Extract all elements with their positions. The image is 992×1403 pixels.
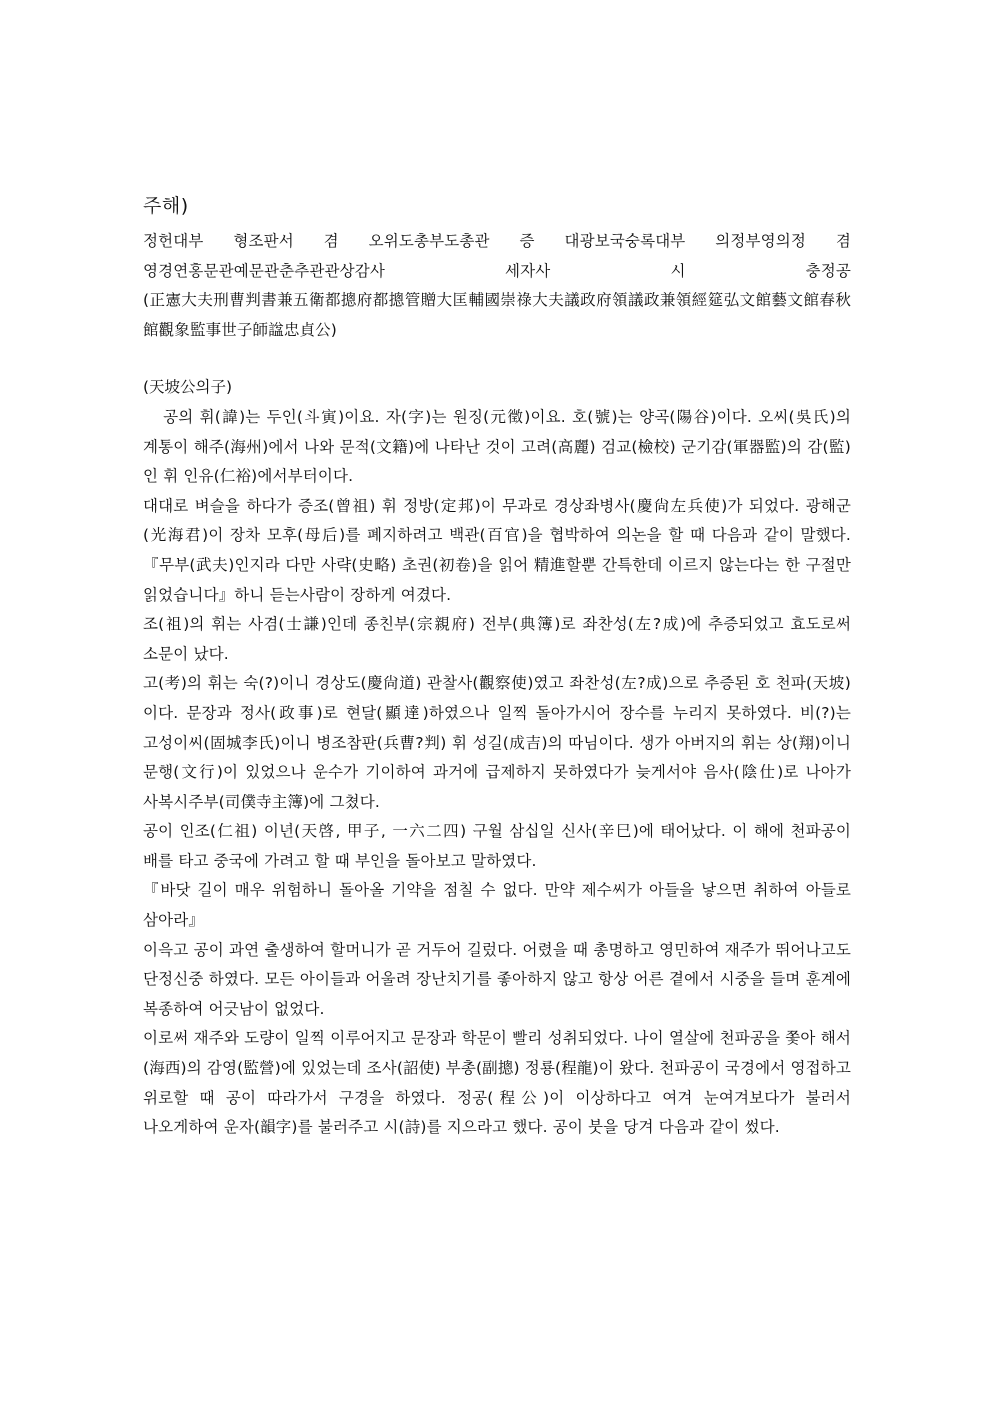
section-heading: 주해): [143, 195, 189, 217]
paragraph-childhood: 이윽고 공이 과연 출생하여 할머니가 곧 거두어 길렀다. 어렸을 때 총명하고 영민하여 재주가 뛰어나고도 단정신중 하였다. 모든 아이들과 어울려 장난치기를 좋아하지 않고 항상 어른 곁에서 시중을 들며 훈계에 복종하여 어긋남이 없었다.: [143, 940, 851, 1018]
document-body: [143, 190, 851, 1143]
paragraph-talent: 이로써 재주와 도량이 일찍 이루어지고 문장과 학문이 빨리 성취되었다. 나이 열살에 천파공을 쫓아 해서(海西)의 감영(監營)에 있었는데 조사(詔使) 부총(副摠) 정룡(程龍)이 왔다. 천파공이 국경에서 영접하고 위로할 때 공이 따라가서 구경을 하였다. 정공(程公)이 이상하다고 여겨 눈여겨보다가 불러서 나오게하여 운자(韻字)를 불러주고 시(詩)를 지으라고 했다. 공이 붓을 당겨 다음과 같이 썼다.: [143, 1029, 851, 1137]
paragraph-father: 고(考)의 휘는 숙(?)이니 경상도(慶尙道) 관찰사(觀察使)였고 좌찬성(左?成)으로 추증된 호 천파(天坡)이다. 문장과 정사(政事)로 현달(顯達)하였으나 일찍 돌아가시어 장수를 누리지 못하였다. 비(?)는 고성이씨(固城李氏)이니 병조참판(兵曹?判) 휘 성길(成吉)의 따님이다. 생가 아버지의 휘는 상(翔)이니 문행(文行)이 있었으나 운수가 기이하여 과거에 급제하지 못하였다가 늦게서야 음사(陰仕)로 나아가 사복시주부(司僕寺主簿)에 그쳤다.: [143, 674, 851, 811]
paragraph-birth: 공이 인조(仁祖) 이년(天啓, 甲子, 一六二四) 구월 삼십일 신사(辛巳)에 태어났다. 이 해에 천파공이 배를 타고 중국에 가려고 할 때 부인을 돌아보고 말하였다.: [143, 822, 851, 870]
paragraph-lineage: 공의 휘(諱)는 두인(斗寅)이요. 자(字)는 원징(元徵)이요. 호(號)는 양곡(陽谷)이다. 오씨(吳氏)의 계통이 해주(海州)에서 나와 문적(文籍)에 나타난 것이 고려(高麗) 검교(檢校) 군기감(軍器監)의 감(監)인 휘 인유(仁裕)에서부터이다.: [143, 407, 851, 486]
subtitle: (天坡公의子): [143, 378, 233, 397]
paragraph-grandfather: 조(祖)의 휘는 사겸(士謙)인데 종친부(宗親府) 전부(典簿)로 좌찬성(左?成)에 추증되었고 효도로써 소문이 났다.: [143, 615, 851, 663]
official-title: 정헌대부 형조판서 겸 오위도총부도총관 증 대광보국숭록대부 의정부영의정 겸 영경연홍문관예문관춘추관관상감사 세자사 시 충정공(正憲大夫刑曹判書兼五衛都摠府都摠管贈大匡輔國崇祿大夫議政府領議政兼領經筵弘文館藝文館春秋館觀象監事世子師諡忠貞公): [143, 232, 851, 339]
paragraph-quote: 『바닷 길이 매우 위험하니 돌아올 기약을 점칠 수 없다. 만약 제수씨가 아들을 낳으면 취하여 아들로 삼아라』: [143, 881, 851, 930]
paragraph-great-grandfather: 대대로 벼슬을 하다가 증조(曾祖) 휘 정방(定邦)이 무과로 경상좌병사(慶尙左兵使)가 되었다. 광해군(光海君)이 장차 모후(母后)를 폐지하려고 백관(百官)을 협박하여 의논을 할 때 다음과 같이 말했다.『무부(武夫)인지라 다만 사략(史略) 초권(初卷)을 읽어 精進할뿐 간특한데 이르지 않는다는 한 구절만 읽었습니다』하니 듣는사람이 장하게 여겼다.: [143, 496, 851, 604]
